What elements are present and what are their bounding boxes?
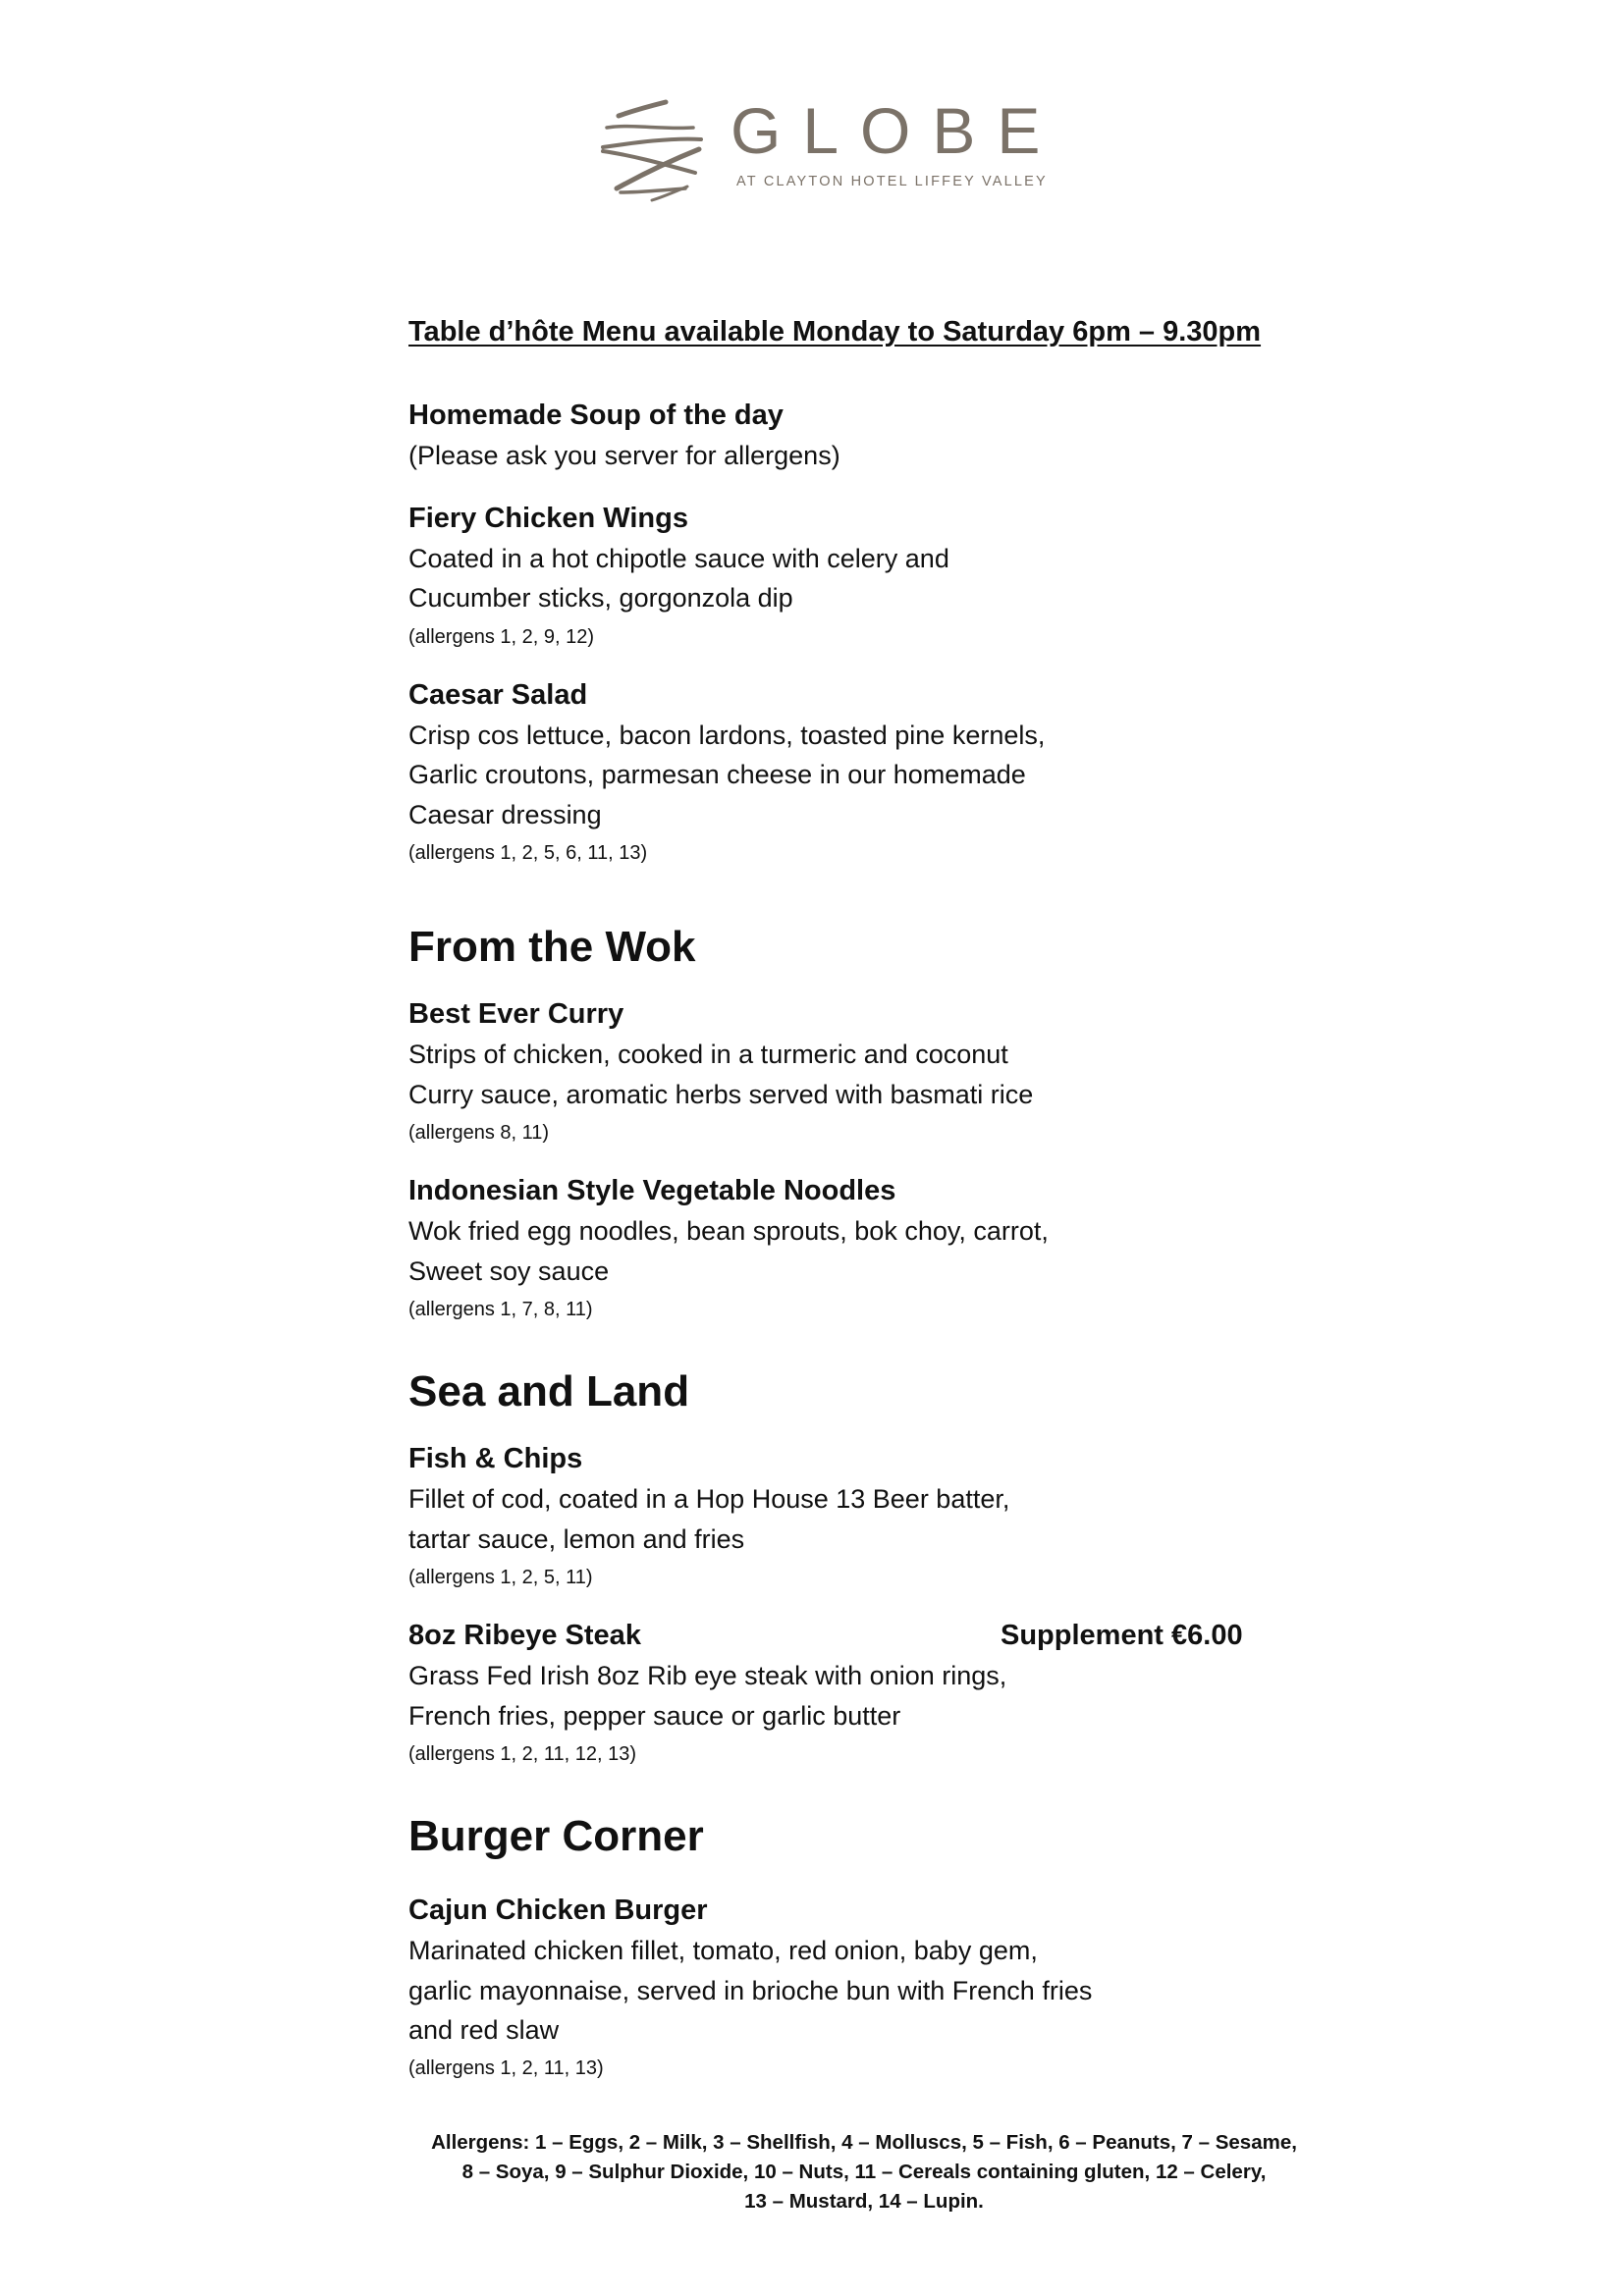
dish-description: (Please ask you server for allergens) [408, 441, 840, 470]
dish-description: Fillet of cod, coated in a Hop House 13 Beer batter, [408, 1484, 1010, 1514]
dish-name: Best Ever Curry [408, 998, 624, 1030]
allergen-legend-line: Allergens: 1 – Eggs, 2 – Milk, 3 – Shellfish, 4 – Molluscs, 5 – Fish, 6 – Peanuts, 7 – Sesame, [431, 2131, 1297, 2154]
allergen-legend-line: 13 – Mustard, 14 – Lupin. [744, 2190, 984, 2213]
menu-availability-heading: Table d’hôte Menu available Monday to Saturday 6pm – 9.30pm [408, 316, 1262, 347]
dish-allergens: (allergens 1, 2, 9, 12) [408, 626, 594, 648]
dish-name: Fiery Chicken Wings [408, 503, 688, 534]
dish-allergens: (allergens 8, 11) [408, 1122, 550, 1144]
dish-description: Wok fried egg noodles, bean sprouts, bok choy, carrot, [408, 1216, 1049, 1246]
dish-description: Grass Fed Irish 8oz Rib eye steak with onion rings, [408, 1661, 1007, 1690]
dish-allergens: (allergens 1, 2, 11, 12, 13) [408, 1743, 636, 1765]
dish-name: Cajun Chicken Burger [408, 1895, 708, 1926]
dish-description: Marinated chicken fillet, tomato, red onion, baby gem, [408, 1936, 1038, 1965]
dish-name: Indonesian Style Vegetable Noodles [408, 1175, 896, 1206]
section-title-burger-corner: Burger Corner [408, 1812, 704, 1860]
dish-description: Strips of chicken, cooked in a turmeric and coconut [408, 1040, 1008, 1069]
allergen-legend [324, 2128, 1404, 2216]
section-title-from-the-wok: From the Wok [408, 923, 696, 971]
dish-description: tartar sauce, lemon and fries [408, 1524, 745, 1554]
dish-name: Fish & Chips [408, 1443, 583, 1474]
dish-description: Crisp cos lettuce, bacon lardons, toasted pine kernels, [408, 721, 1046, 750]
logo-subtitle: AT CLAYTON HOTEL LIFFEY VALLEY [736, 174, 1048, 189]
dish-description: Coated in a hot chipotle sauce with celery and [408, 544, 949, 573]
globe-lines-icon [601, 94, 707, 202]
dish-description: garlic mayonnaise, served in brioche bun with French fries [408, 1976, 1093, 2005]
dish-name: 8oz Ribeye Steak [408, 1620, 641, 1651]
dish-description: Cucumber sticks, gorgonzola dip [408, 583, 793, 613]
dish-allergens: (allergens 1, 2, 5, 11) [408, 1567, 593, 1588]
dish-description: Caesar dressing [408, 800, 602, 829]
dish-description: Curry sauce, aromatic herbs served with basmati rice [408, 1080, 1034, 1109]
dish-allergens: (allergens 1, 2, 5, 6, 11, 13) [408, 842, 648, 864]
allergen-legend-line: 8 – Soya, 9 – Sulphur Dioxide, 10 – Nuts, 11 – Cereals containing gluten, 12 – Celery, [461, 2161, 1267, 2183]
dish-allergens: (allergens 1, 2, 11, 13) [408, 2057, 604, 2079]
dish-name: Caesar Salad [408, 679, 588, 711]
supplement-price: Supplement €6.00 [1001, 1620, 1243, 1651]
dish-description: and red slaw [408, 2015, 560, 2045]
dish-allergens: (allergens 1, 7, 8, 11) [408, 1299, 593, 1320]
logo-wordmark: GLOBE [731, 94, 1062, 167]
dish-description: Sweet soy sauce [408, 1256, 610, 1286]
dish-description: French fries, pepper sauce or garlic butter [408, 1701, 901, 1731]
section-title-sea-and-land: Sea and Land [408, 1367, 690, 1415]
dish-name: Homemade Soup of the day [408, 400, 784, 431]
dish-description: Garlic croutons, parmesan cheese in our homemade [408, 760, 1026, 789]
